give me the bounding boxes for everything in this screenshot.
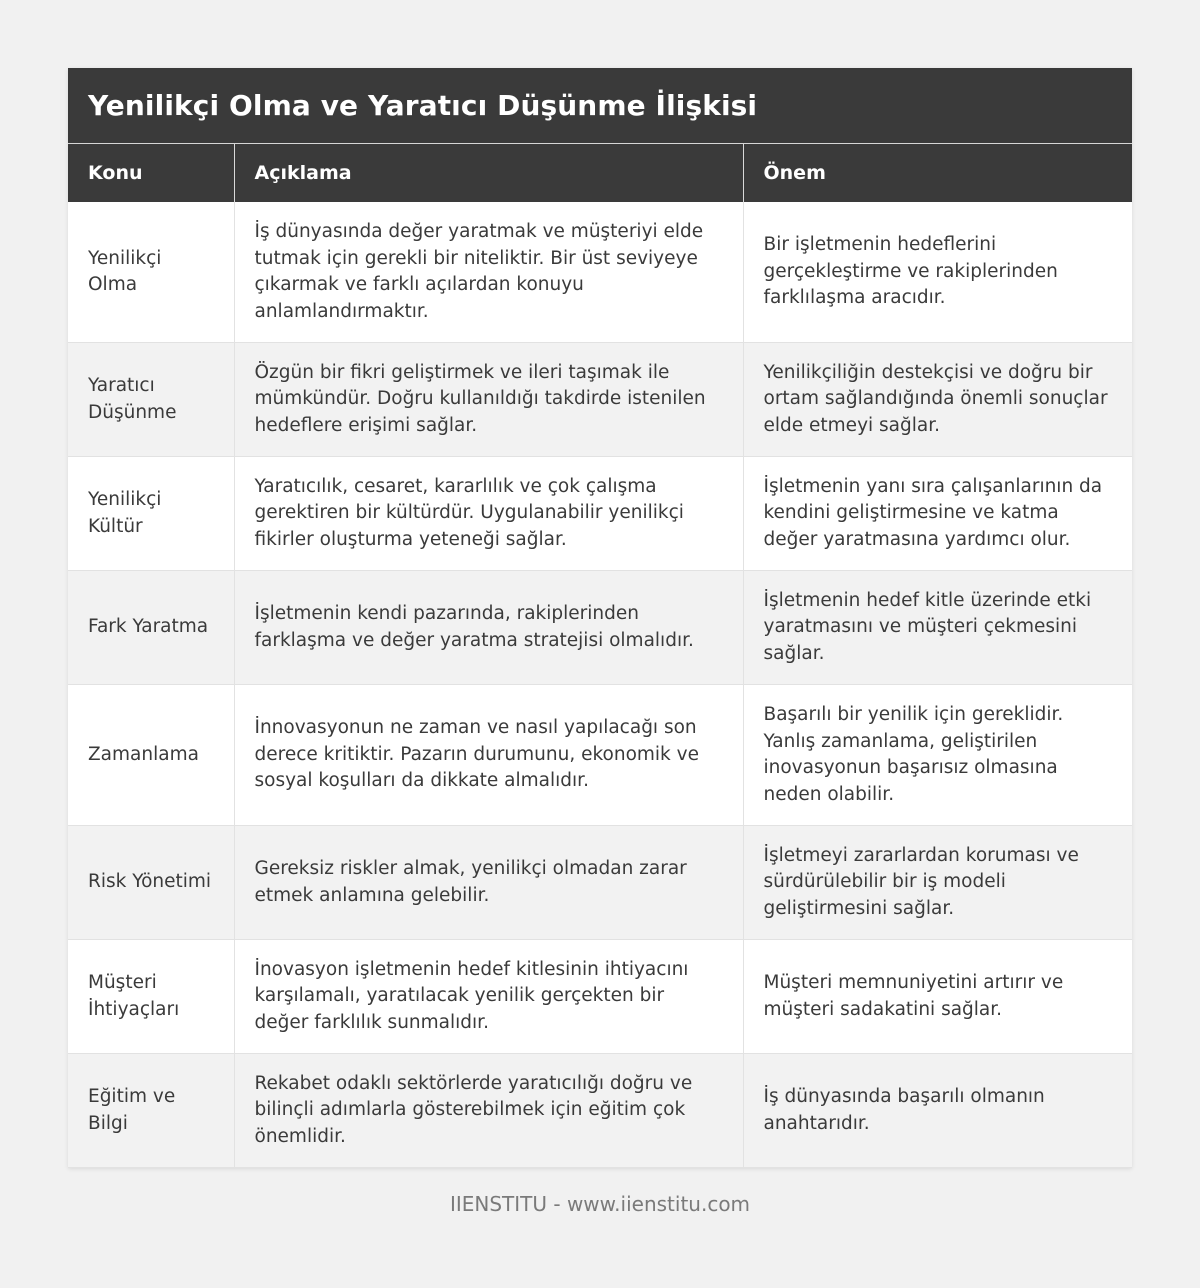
table-card [68,68,1132,1168]
cell-importance: İşletmenin hedef kitle üzerinde etki yaratmasını ve müşteri çekmesini sağlar. [743,571,1132,685]
column-header-importance: Önem [743,144,1132,202]
column-header-topic: Konu [68,144,234,202]
cell-topic: Fark Yaratma [68,571,234,685]
cell-description: Yaratıcılık, cesaret, kararlılık ve çok çalışma gerektiren bir kültürdür. Uygulanabilir yenilikçi fikirler oluşturma yeteneği sağlar. [234,457,743,571]
table-row [68,1054,1132,1168]
cell-description: Gereksiz riskler almak, yenilikçi olmadan zarar etmek anlamına gelebilir. [234,826,743,940]
cell-importance: Yenilikçiliğin destekçisi ve doğru bir ortam sağlandığında önemli sonuçlar elde etmeyi sağlar. [743,343,1132,457]
cell-description: İş dünyasında değer yaratmak ve müşteriyi elde tutmak için gerekli bir niteliktir. Bir üst seviyeye çıkarmak ve farklı açılardan konuyu anlamlandırmaktır. [234,202,743,343]
info-table [68,144,1132,1168]
cell-topic: Zamanlama [68,685,234,826]
cell-topic: Yenilikçi Kültür [68,457,234,571]
table-row [68,940,1132,1054]
cell-topic: Müşteri İhtiyaçları [68,940,234,1054]
table-row [68,826,1132,940]
cell-importance: İş dünyasında başarılı olmanın anahtarıdır. [743,1054,1132,1168]
table-row [68,571,1132,685]
footer-credit: IIENSTITU - www.iienstitu.com [449,1192,751,1216]
table-title-bar [68,68,1132,144]
table-row [68,202,1132,343]
column-header-description: Açıklama [234,144,743,202]
table-header-row [68,144,1132,202]
cell-description: İnovasyon işletmenin hedef kitlesinin ihtiyacını karşılamalı, yaratılacak yenilik gerçekten bir değer farklılık sunmalıdır. [234,940,743,1054]
cell-importance: Başarılı bir yenilik için gereklidir. Yanlış zamanlama, geliştirilen inovasyonun başarısız olmasına neden olabilir. [743,685,1132,826]
cell-topic: Yenilikçi Olma [68,202,234,343]
cell-importance: Müşteri memnuniyetini artırır ve müşteri sadakatini sağlar. [743,940,1132,1054]
cell-topic: Risk Yönetimi [68,826,234,940]
cell-description: İnnovasyonun ne zaman ve nasıl yapılacağı son derece kritiktir. Pazarın durumunu, ekonomik ve sosyal koşulları da dikkate almalıdır. [234,685,743,826]
cell-importance: İşletmenin yanı sıra çalışanlarının da kendini geliştirmesine ve katma değer yaratmasına yardımcı olur. [743,457,1132,571]
table-row [68,343,1132,457]
cell-description: İşletmenin kendi pazarında, rakiplerinden farklaşma ve değer yaratma stratejisi olmalıdır. [234,571,743,685]
page-title: Yenilikçi Olma ve Yaratıcı Düşünme İlişkisi [88,89,758,122]
cell-topic: Eğitim ve Bilgi [68,1054,234,1168]
cell-importance: Bir işletmenin hedeflerini gerçekleştirme ve rakiplerinden farklılaşma aracıdır. [743,202,1132,343]
cell-topic: Yaratıcı Düşünme [68,343,234,457]
cell-description: Rekabet odaklı sektörlerde yaratıcılığı doğru ve bilinçli adımlarla gösterebilmek için eğitim çok önemlidir. [234,1054,743,1168]
table-row [68,457,1132,571]
cell-description: Özgün bir fikri geliştirmek ve ileri taşımak ile mümkündür. Doğru kullanıldığı takdirde istenilen hedeflere erişimi sağlar. [234,343,743,457]
cell-importance: İşletmeyi zararlardan koruması ve sürdürülebilir bir iş modeli geliştirmesini sağlar. [743,826,1132,940]
table-row [68,685,1132,826]
